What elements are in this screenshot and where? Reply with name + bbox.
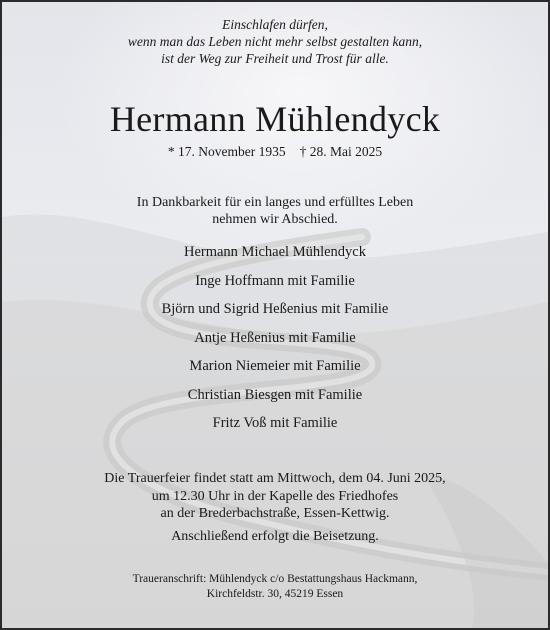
service-line-1: Die Trauerfeier findet statt am Mittwoch, dem 04. Juni 2025, [104,471,446,486]
mourners-list [2,242,548,442]
mourner-item: Christian Biesgen mit Familie [187,386,363,403]
quote-verse [2,16,548,67]
quote-line-2: wenn man das Leben nicht mehr selbst gestalten kann, [127,34,423,49]
address-line-1: Traueranschrift: Mühlendyck c/o Bestattungshaus Hackmann, [132,573,418,585]
mourner-item: Fritz Voß mit Familie [212,415,338,431]
quote-line-1: Einschlafen dürfen, [222,17,328,32]
service-line-2: um 12.30 Uhr in der Kapelle des Friedhofes [151,488,399,504]
condolence-address [2,572,548,601]
death-date: † 28. Mai 2025 [299,144,383,159]
address-line-2: Kirchfeldstr. 30, 45219 Essen [206,587,344,600]
mourner-item: Marion Niemeier mit Familie [189,358,361,374]
funeral-service-info [2,470,548,523]
farewell-line-2: nehmen wir Abschied. [212,212,338,227]
birth-date: * 17. November 1935 [167,144,286,159]
mourner-item: Hermann Michael Mühlendyck [183,244,366,260]
mourner-item: Björn und Sigrid Heßenius mit Familie [161,301,389,317]
service-line-3: an der Brederbachstraße, Essen-Kettwig. [160,506,390,521]
mourner-item: Antje Heßenius mit Familie [194,329,356,346]
mourner-item: Inge Hoffmann mit Familie [195,272,355,289]
deceased-name: Hermann Mühlendyck [109,99,441,139]
life-dates [2,144,548,160]
farewell-text [2,194,548,228]
quote-line-3: ist der Weg zur Freiheit und Trost für alle. [161,51,389,66]
burial-info: Anschließend erfolgt die Beisetzung. [171,529,379,544]
farewell-line-1: In Dankbarkeit für ein langes und erfülltes Leben [136,195,414,210]
